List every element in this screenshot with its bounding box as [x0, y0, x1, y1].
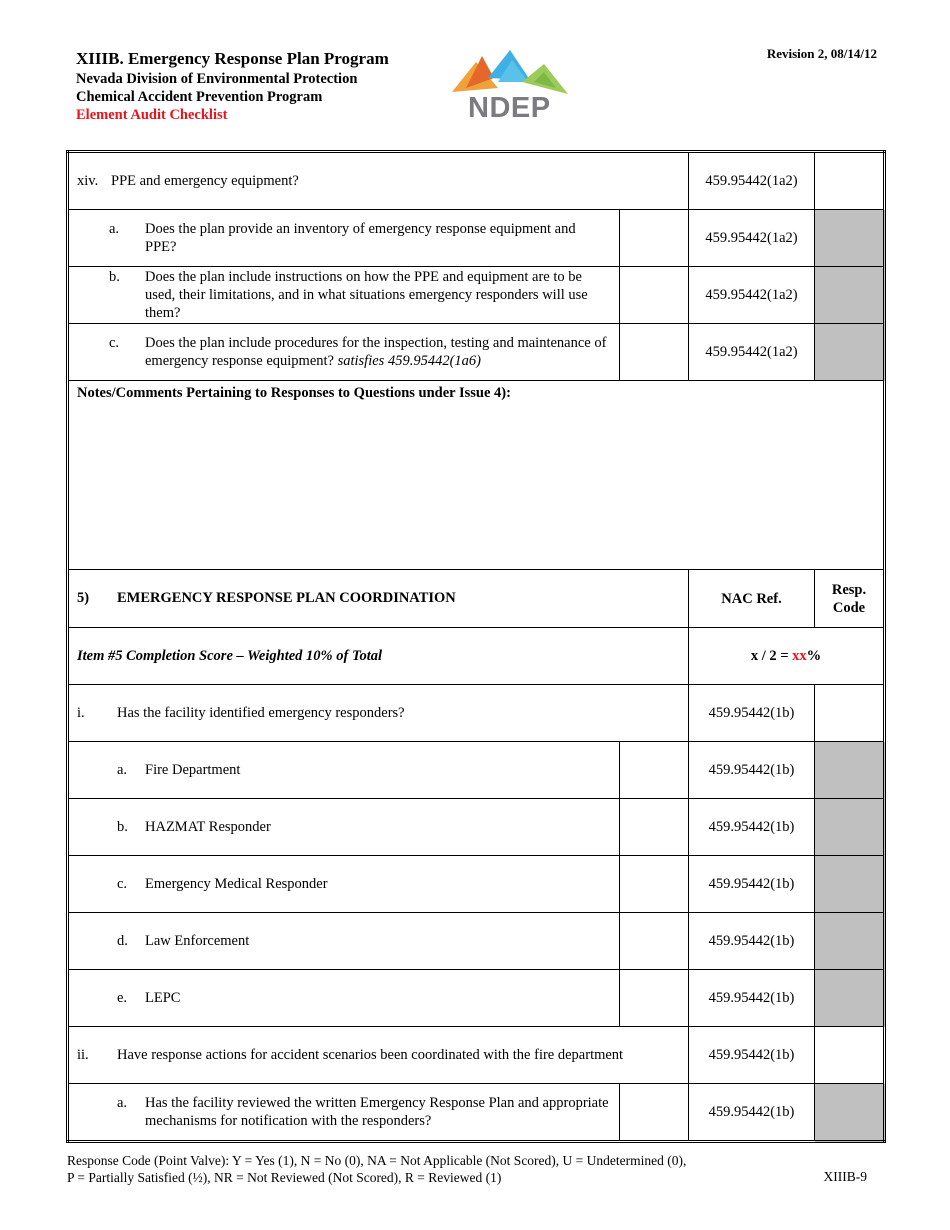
sub-question-label: d. — [117, 933, 128, 949]
question-label: ii. — [77, 1046, 89, 1063]
sub-question-label: c. — [109, 335, 120, 351]
resp-code-header — [815, 570, 885, 628]
document-header — [76, 48, 389, 124]
sub-question-cell — [68, 799, 620, 856]
legend-line-2: P = Partially Satisfied (½), NR = Not Reviewed (Not Scored), R = Reviewed (1) — [67, 1170, 502, 1185]
score-value: xx — [792, 647, 807, 664]
question-label: i. — [77, 704, 85, 721]
table-row — [68, 685, 885, 742]
table-row — [68, 210, 885, 267]
sub-question-text: Does the plan include instructions on how the PPE and equipment are to be used, their limitations, and in what situations emergency responders will use them? — [145, 269, 588, 321]
program-name: Chemical Accident Prevention Program — [76, 89, 323, 105]
nac-ref: 459.95442(1b) — [689, 742, 815, 799]
score-formula: x / 2 = — [750, 647, 793, 664]
sub-question-text: HAZMAT Responder — [145, 819, 271, 835]
sub-question-cell — [68, 913, 620, 970]
sub-question-cell — [68, 1084, 620, 1142]
sub-question-text: Law Enforcement — [145, 933, 250, 949]
sub-question-text: Does the plan include procedures for the inspection, testing and maintenance of emergency response equipment? — [145, 335, 607, 369]
sub-question-cell — [68, 856, 620, 913]
response-cell[interactable] — [620, 210, 689, 267]
table-row — [68, 970, 885, 1027]
ndep-logo — [452, 48, 570, 126]
section-header-row — [68, 570, 885, 628]
nac-ref: 459.95442(1b) — [689, 913, 815, 970]
section-title: EMERGENCY RESPONSE PLAN COORDINATION — [117, 590, 456, 606]
shaded-cell — [815, 210, 885, 267]
score-row — [68, 628, 885, 685]
table-row — [68, 324, 885, 381]
notes-row — [68, 381, 885, 570]
shaded-cell — [815, 324, 885, 381]
sub-question-label: b. — [117, 819, 128, 835]
nac-ref: 459.95442(1b) — [689, 856, 815, 913]
sub-question-text: Has the facility reviewed the written Emergency Response Plan and appropriate mechanisms for notification with the responders? — [145, 1095, 609, 1129]
section-number: 5) — [77, 590, 90, 606]
response-cell[interactable] — [620, 913, 689, 970]
response-cell[interactable] — [620, 324, 689, 381]
response-code-legend — [67, 1152, 686, 1186]
shaded-cell — [815, 856, 885, 913]
response-cell[interactable] — [620, 1084, 689, 1142]
table-row — [68, 152, 885, 210]
sub-question-cell — [68, 210, 620, 267]
sub-question-text: LEPC — [145, 990, 181, 1006]
nac-ref: 459.95442(1b) — [689, 799, 815, 856]
nac-ref: 459.95442(1b) — [689, 1027, 815, 1084]
score-value-cell — [689, 628, 885, 685]
nac-ref-header: NAC Ref. — [689, 570, 815, 628]
sub-question-text: Emergency Medical Responder — [145, 876, 328, 892]
resp-code-header-line2: Code — [832, 599, 866, 616]
sub-question-cell — [68, 267, 620, 324]
response-cell[interactable] — [620, 856, 689, 913]
response-cell[interactable] — [620, 970, 689, 1027]
agency-name: Nevada Division of Environmental Protection — [76, 71, 358, 87]
nac-ref: 459.95442(1a2) — [689, 152, 815, 210]
score-suffix: % — [806, 647, 822, 664]
response-code-cell[interactable] — [815, 152, 885, 210]
shaded-cell — [815, 267, 885, 324]
shaded-cell — [815, 742, 885, 799]
table-row — [68, 913, 885, 970]
table-row — [68, 267, 885, 324]
table-row — [68, 1084, 885, 1142]
document-title: XIIIB. Emergency Response Plan Program — [76, 49, 389, 68]
response-cell[interactable] — [620, 267, 689, 324]
table-row — [68, 1027, 885, 1084]
response-code-cell[interactable] — [815, 1027, 885, 1084]
response-cell[interactable] — [620, 799, 689, 856]
checklist-name: Element Audit Checklist — [76, 107, 228, 123]
table-row — [68, 799, 885, 856]
table-row — [68, 742, 885, 799]
sub-question-cell — [68, 970, 620, 1027]
question-text: Have response actions for accident scenarios been coordinated with the fire department — [117, 1046, 624, 1063]
question-cell — [68, 685, 689, 742]
sub-question-label: a. — [109, 221, 120, 237]
revision-label: Revision 2, 08/14/12 — [766, 46, 877, 61]
sub-question-label: e. — [117, 990, 128, 1006]
shaded-cell — [815, 913, 885, 970]
sub-question-cell — [68, 324, 620, 381]
nac-ref: 459.95442(1a2) — [689, 210, 815, 267]
sub-question-label: a. — [117, 762, 128, 778]
resp-code-header-line1: Resp. — [831, 581, 867, 598]
table-row — [68, 856, 885, 913]
notes-label: Notes/Comments Pertaining to Responses to Questions under Issue 4): — [77, 385, 511, 401]
audit-table — [66, 150, 886, 1143]
sub-question-text: Does the plan provide an inventory of emergency response equipment and PPE? — [145, 221, 576, 255]
response-cell[interactable] — [620, 742, 689, 799]
nac-ref: 459.95442(1a2) — [689, 267, 815, 324]
legend-line-1: Response Code (Point Valve): Y = Yes (1), N = No (0), NA = Not Applicable (Not Scored), U = Undetermined (0), — [67, 1153, 687, 1168]
shaded-cell — [815, 1084, 885, 1142]
sub-question-label: a. — [117, 1095, 128, 1111]
sub-question-label: b. — [109, 269, 120, 285]
question-text: PPE and emergency equipment? — [111, 172, 299, 189]
nac-ref: 459.95442(1b) — [689, 1084, 815, 1142]
nac-ref: 459.95442(1b) — [689, 970, 815, 1027]
mountains-icon — [452, 48, 570, 98]
question-label: xiv. — [77, 172, 99, 189]
sub-question-cell — [68, 742, 620, 799]
sub-question-text: Fire Department — [145, 762, 241, 778]
section-title-cell — [68, 570, 689, 628]
response-code-cell[interactable] — [815, 685, 885, 742]
nac-ref: 459.95442(1b) — [689, 685, 815, 742]
question-text: Has the facility identified emergency responders? — [117, 704, 405, 721]
notes-area[interactable] — [68, 381, 885, 570]
shaded-cell — [815, 799, 885, 856]
nac-ref: 459.95442(1a2) — [689, 324, 815, 381]
page-number: XIIIB-9 — [823, 1169, 867, 1184]
sub-question-note: satisfies 459.95442(1a6) — [337, 353, 481, 369]
sub-question-label: c. — [117, 876, 128, 892]
logo-wordmark: NDEP — [468, 92, 551, 124]
shaded-cell — [815, 970, 885, 1027]
score-label: Item #5 Completion Score – Weighted 10% of Total — [68, 628, 689, 685]
question-cell — [68, 152, 689, 210]
question-cell — [68, 1027, 689, 1084]
